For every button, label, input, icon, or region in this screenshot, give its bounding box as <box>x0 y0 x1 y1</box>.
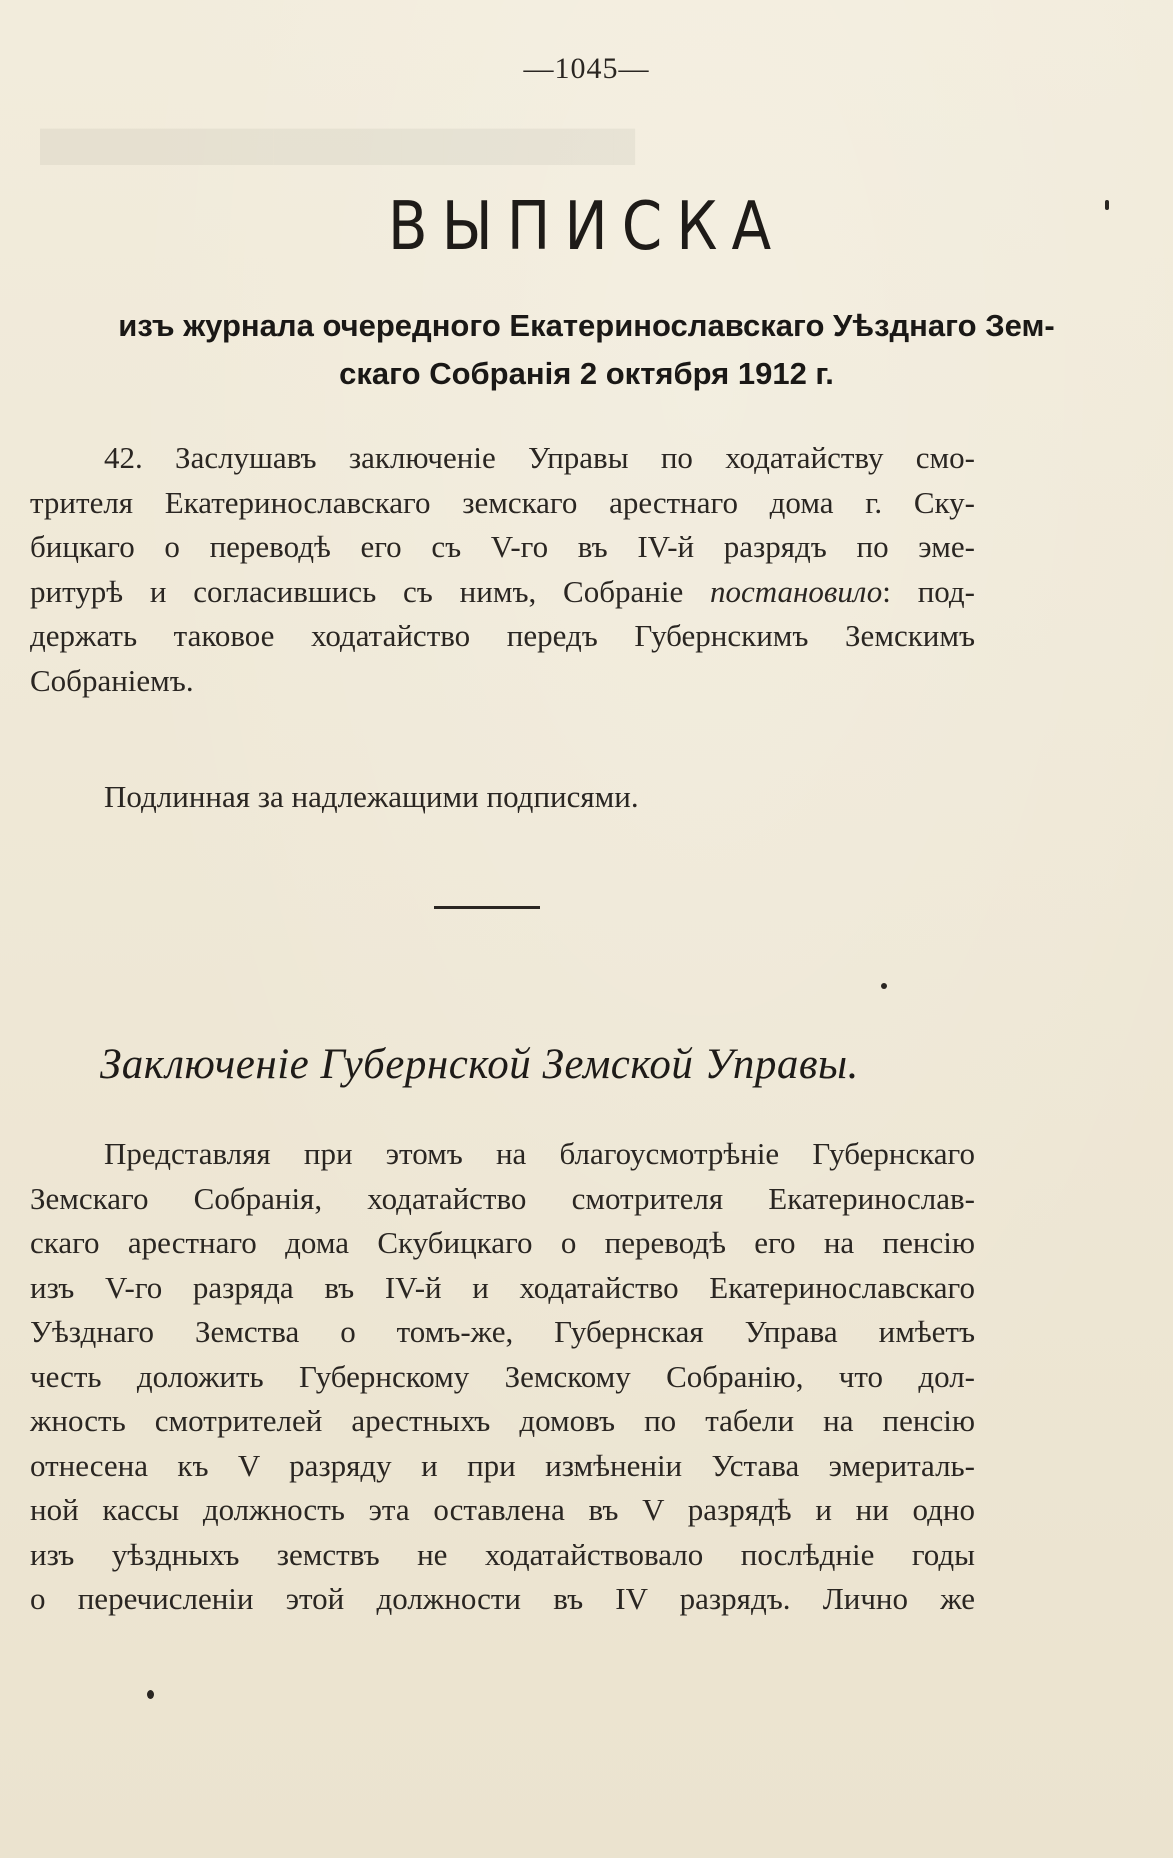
resolution-line-4 <box>30 570 975 615</box>
main-line: ной кассы должность эта оставлена въ V разрядѣ и ни одно <box>30 1492 975 1527</box>
main-line: Представляя при этомъ на благоусмотрѣніе Губернскаго <box>104 1136 975 1171</box>
main-line: отнесена къ V разряду и при измѣненіи Устава эмериталь- <box>30 1447 975 1483</box>
resolution-line-2: трителя Екатеринославскаго земскаго арестнаго дома г. Ску- <box>30 484 975 520</box>
resolution-line-4-suffix: : под- <box>882 573 975 609</box>
resolution-42-paragraph <box>30 436 975 703</box>
resolution-line-4-prefix: ритурѣ и согласившись съ нимъ, Собраніе <box>30 573 711 609</box>
subtitle-line-2: скаго Собранія 2 октября 1912 г. <box>339 356 834 391</box>
main-line: изъ уѣздныхъ земствъ не ходатайствовало послѣдніе годы <box>30 1536 975 1572</box>
resolution-line-6: Собраніемъ. <box>30 662 194 698</box>
ink-speck <box>147 1690 154 1699</box>
main-line: Уѣзднаго Земства о томъ-же, Губернская Управа имѣетъ <box>30 1314 975 1349</box>
document-subtitle <box>30 302 1143 398</box>
resolution-decision-word: постановило <box>710 573 883 609</box>
document-title <box>0 186 1173 266</box>
main-line: скаго арестнаго дома Скубицкаго о переводѣ его на пенсію <box>30 1225 975 1260</box>
ink-speck <box>881 983 887 989</box>
document-title-text: ВЫПИСКА <box>387 186 786 266</box>
show-through-texture: ████████████████████████████ <box>40 130 636 163</box>
main-line: о перечисленіи этой должности въ IV разрядъ. Лично же <box>30 1581 975 1616</box>
main-line: жность смотрителей арестныхъ домовъ по табели на пенсію <box>30 1403 975 1438</box>
page-number: —1045— <box>523 52 650 85</box>
resolution-line-5: держать таковое ходатайство передъ Губернскимъ Земскимъ <box>30 618 975 653</box>
section-heading: Заключеніе Губернской Земской Управы. <box>100 1041 859 1088</box>
subtitle-line-1: изъ журнала очередного Екатеринославскаго Уѣзднаго Зем- <box>118 308 1055 343</box>
signature-note: Подлинная за надлежащими подписями. <box>104 779 639 814</box>
resolution-line-3: бицкаго о переводѣ его съ V-го въ IV-й разрядъ по эме- <box>30 529 975 564</box>
main-line: изъ V-го разряда въ IV-й и ходатайство Екатеринославскаго <box>30 1269 975 1305</box>
main-line: Земскаго Собранія, ходатайство смотрителя Екатеринослав- <box>30 1180 975 1216</box>
ink-speck <box>1105 200 1109 210</box>
main-paragraph <box>30 1132 975 1622</box>
section-divider <box>434 906 540 909</box>
resolution-line-1: 42. Заслушавъ заключеніе Управы по ходатайству смо- <box>104 440 975 475</box>
main-line: честь доложить Губернскому Земскому Собранію, что дол- <box>30 1358 975 1394</box>
